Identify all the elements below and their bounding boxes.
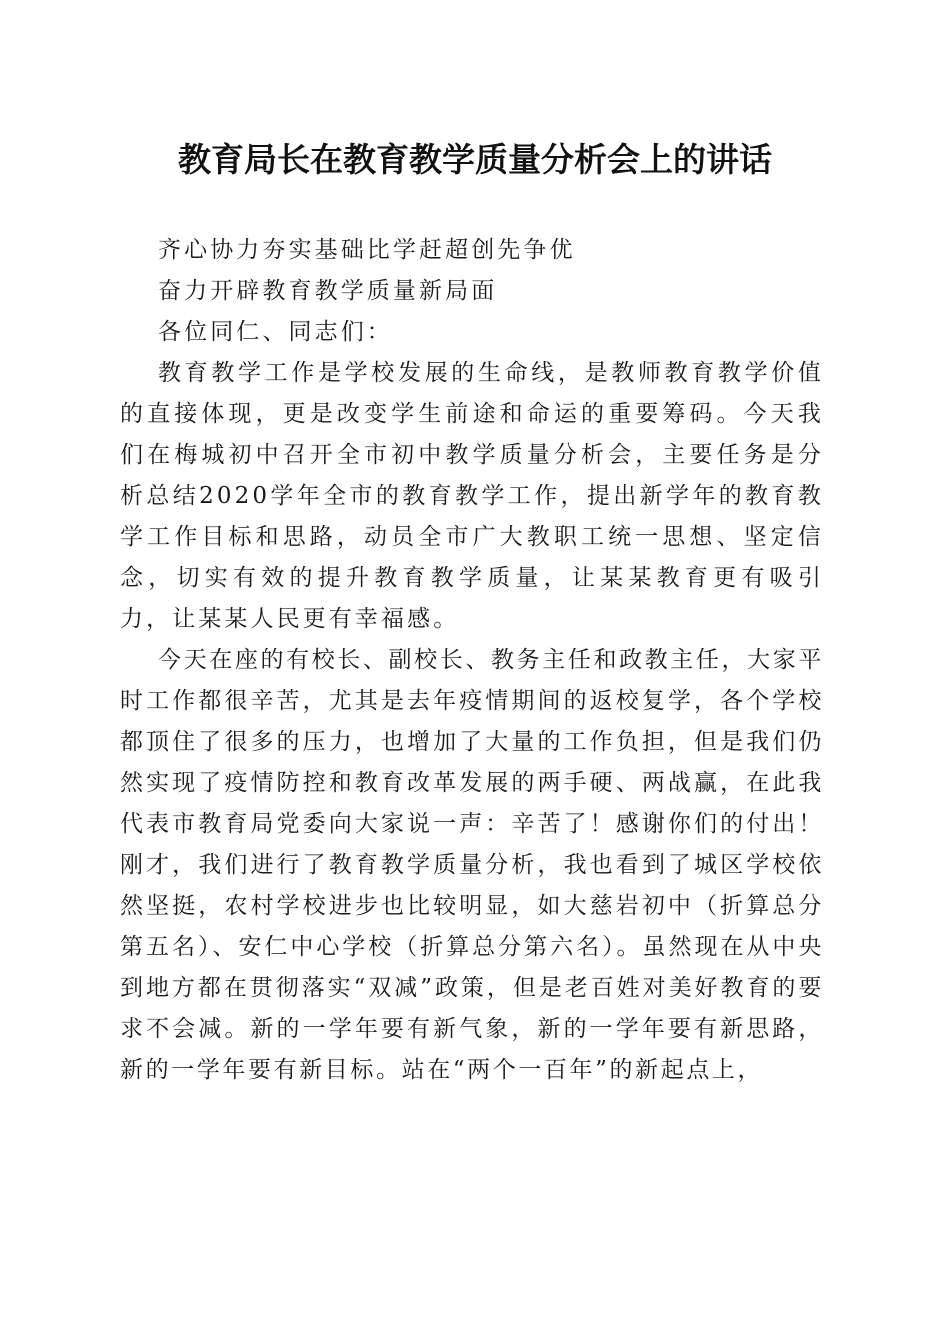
document-title: 教育局长在教育教学质量分析会上的讲话 bbox=[178, 140, 772, 179]
subtitle-line-2: 奋力开辟教育教学质量新局面 bbox=[158, 278, 498, 304]
document-body bbox=[120, 230, 824, 1091]
salutation: 各位同仁、同志们： bbox=[158, 319, 393, 345]
subtitle-line-1: 齐心协力夯实基础比学赶超创先争优 bbox=[158, 237, 576, 263]
body-paragraph: 教育教学工作是学校发展的生命线，是教师教育教学价值的直接体现，更是改变学生前途和命运的重要筹码。今天我们在梅城初中召开全市初中教学质量分析会，主要任务是分析总结2020学年全市的教育教学工作，提出新学年的教育教学工作目标和思路，动员全市广大教职工统一思想、坚定信念，切实有效的提升教育教学质量，让某某教育更有吸引力，让某某人民更有幸福感。 bbox=[120, 360, 824, 632]
body-paragraph: 今天在座的有校长、副校长、教务主任和政教主任，大家平时工作都很辛苦，尤其是去年疫情期间的返校复学，各个学校都顶住了很多的压力，也增加了大量的工作负担，但是我们仍然实现了疫情防控和教育改革发展的两手硬、两战赢，在此我代表市教育局党委向大家说一声：辛苦了！感谢你们的付出！刚才，我们进行了教育教学质量分析，我也看到了城区学校依然坚挺，农村学校进步也比较明显，如大慈岩初中（折算总分第五名）、安仁中心学校（折算总分第六名）。虽然现在从中央到地方都在贯彻落实“双减”政策，但是老百姓对美好教育的要求不会减。新的一学年要有新气象，新的一学年要有新思路，新的一学年要有新目标。站在“两个一百年”的新起点上， bbox=[120, 647, 824, 1083]
